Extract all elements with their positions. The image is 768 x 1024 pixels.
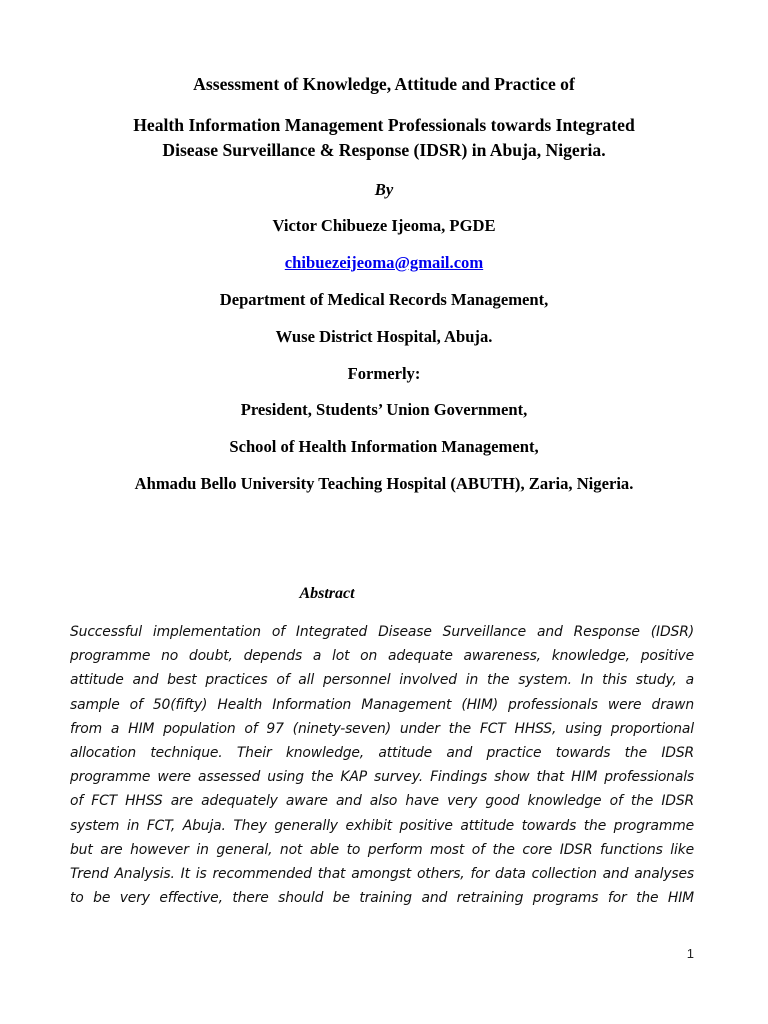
abstract-line: allocation technique. Their knowledge, attitude and practice towards the IDSR [70, 745, 694, 762]
abstract-line: from a HIM population of 97 (ninety-seven) under the FCT HHSS, using proportional [70, 720, 694, 737]
author-name: Victor Chibueze Ijeoma, PGDE [272, 216, 496, 235]
title-line-2: Health Information Management Professionals towards Integrated [133, 115, 635, 135]
abstract-body [70, 620, 694, 910]
author-email-link[interactable]: chibuezeijeoma@gmail.com [284, 253, 484, 272]
former-school: School of Health Information Management, [229, 437, 539, 456]
author-institution: Wuse District Hospital, Abuja. [275, 327, 493, 346]
former-role: President, Students’ Union Government, [240, 400, 528, 419]
abstract-line: Successful implementation of Integrated Disease Surveillance and Response (IDSR) [70, 624, 694, 640]
abstract-line: of FCT HHSS are adequately aware and also have very good knowledge of the IDSR [70, 793, 694, 810]
author-email-line [0, 253, 768, 273]
byline: By [374, 180, 394, 199]
former-institution: Ahmadu Bello University Teaching Hospital (ABUTH), Zaria, Nigeria. [134, 474, 634, 493]
abstract-line: programme were assessed using the KAP survey. Findings show that HIM professionals [70, 769, 694, 786]
abstract-line: sample of 50(fifty) Health Information Management (HIM) professionals were drawn [70, 696, 694, 713]
title-line-1: Assessment of Knowledge, Attitude and Practice of [193, 74, 575, 94]
author-department: Department of Medical Records Management, [219, 290, 549, 309]
title-line-3: Disease Surveillance & Response (IDSR) in Abuja, Nigeria. [162, 140, 606, 160]
abstract-line: attitude and best practices of all personnel involved in the system. In this study, a [70, 672, 694, 689]
formerly-label: Formerly: [347, 364, 421, 383]
abstract-line: to be very effective, there should be training and retraining programs for the HIM [70, 890, 694, 907]
page-number: 1 [686, 946, 694, 961]
abstract-line: programme no doubt, depends a lot on adequate awareness, knowledge, positive [70, 648, 694, 665]
abstract-line: but are however in general, not able to perform most of the core IDSR functions like [70, 841, 694, 858]
abstract-line: Trend Analysis. It is recommended that amongst others, for data collection and analyses [70, 866, 694, 883]
abstract-line: system in FCT, Abuja. They generally exhibit positive attitude towards the programme [70, 817, 694, 834]
abstract-heading: Abstract [299, 585, 355, 602]
